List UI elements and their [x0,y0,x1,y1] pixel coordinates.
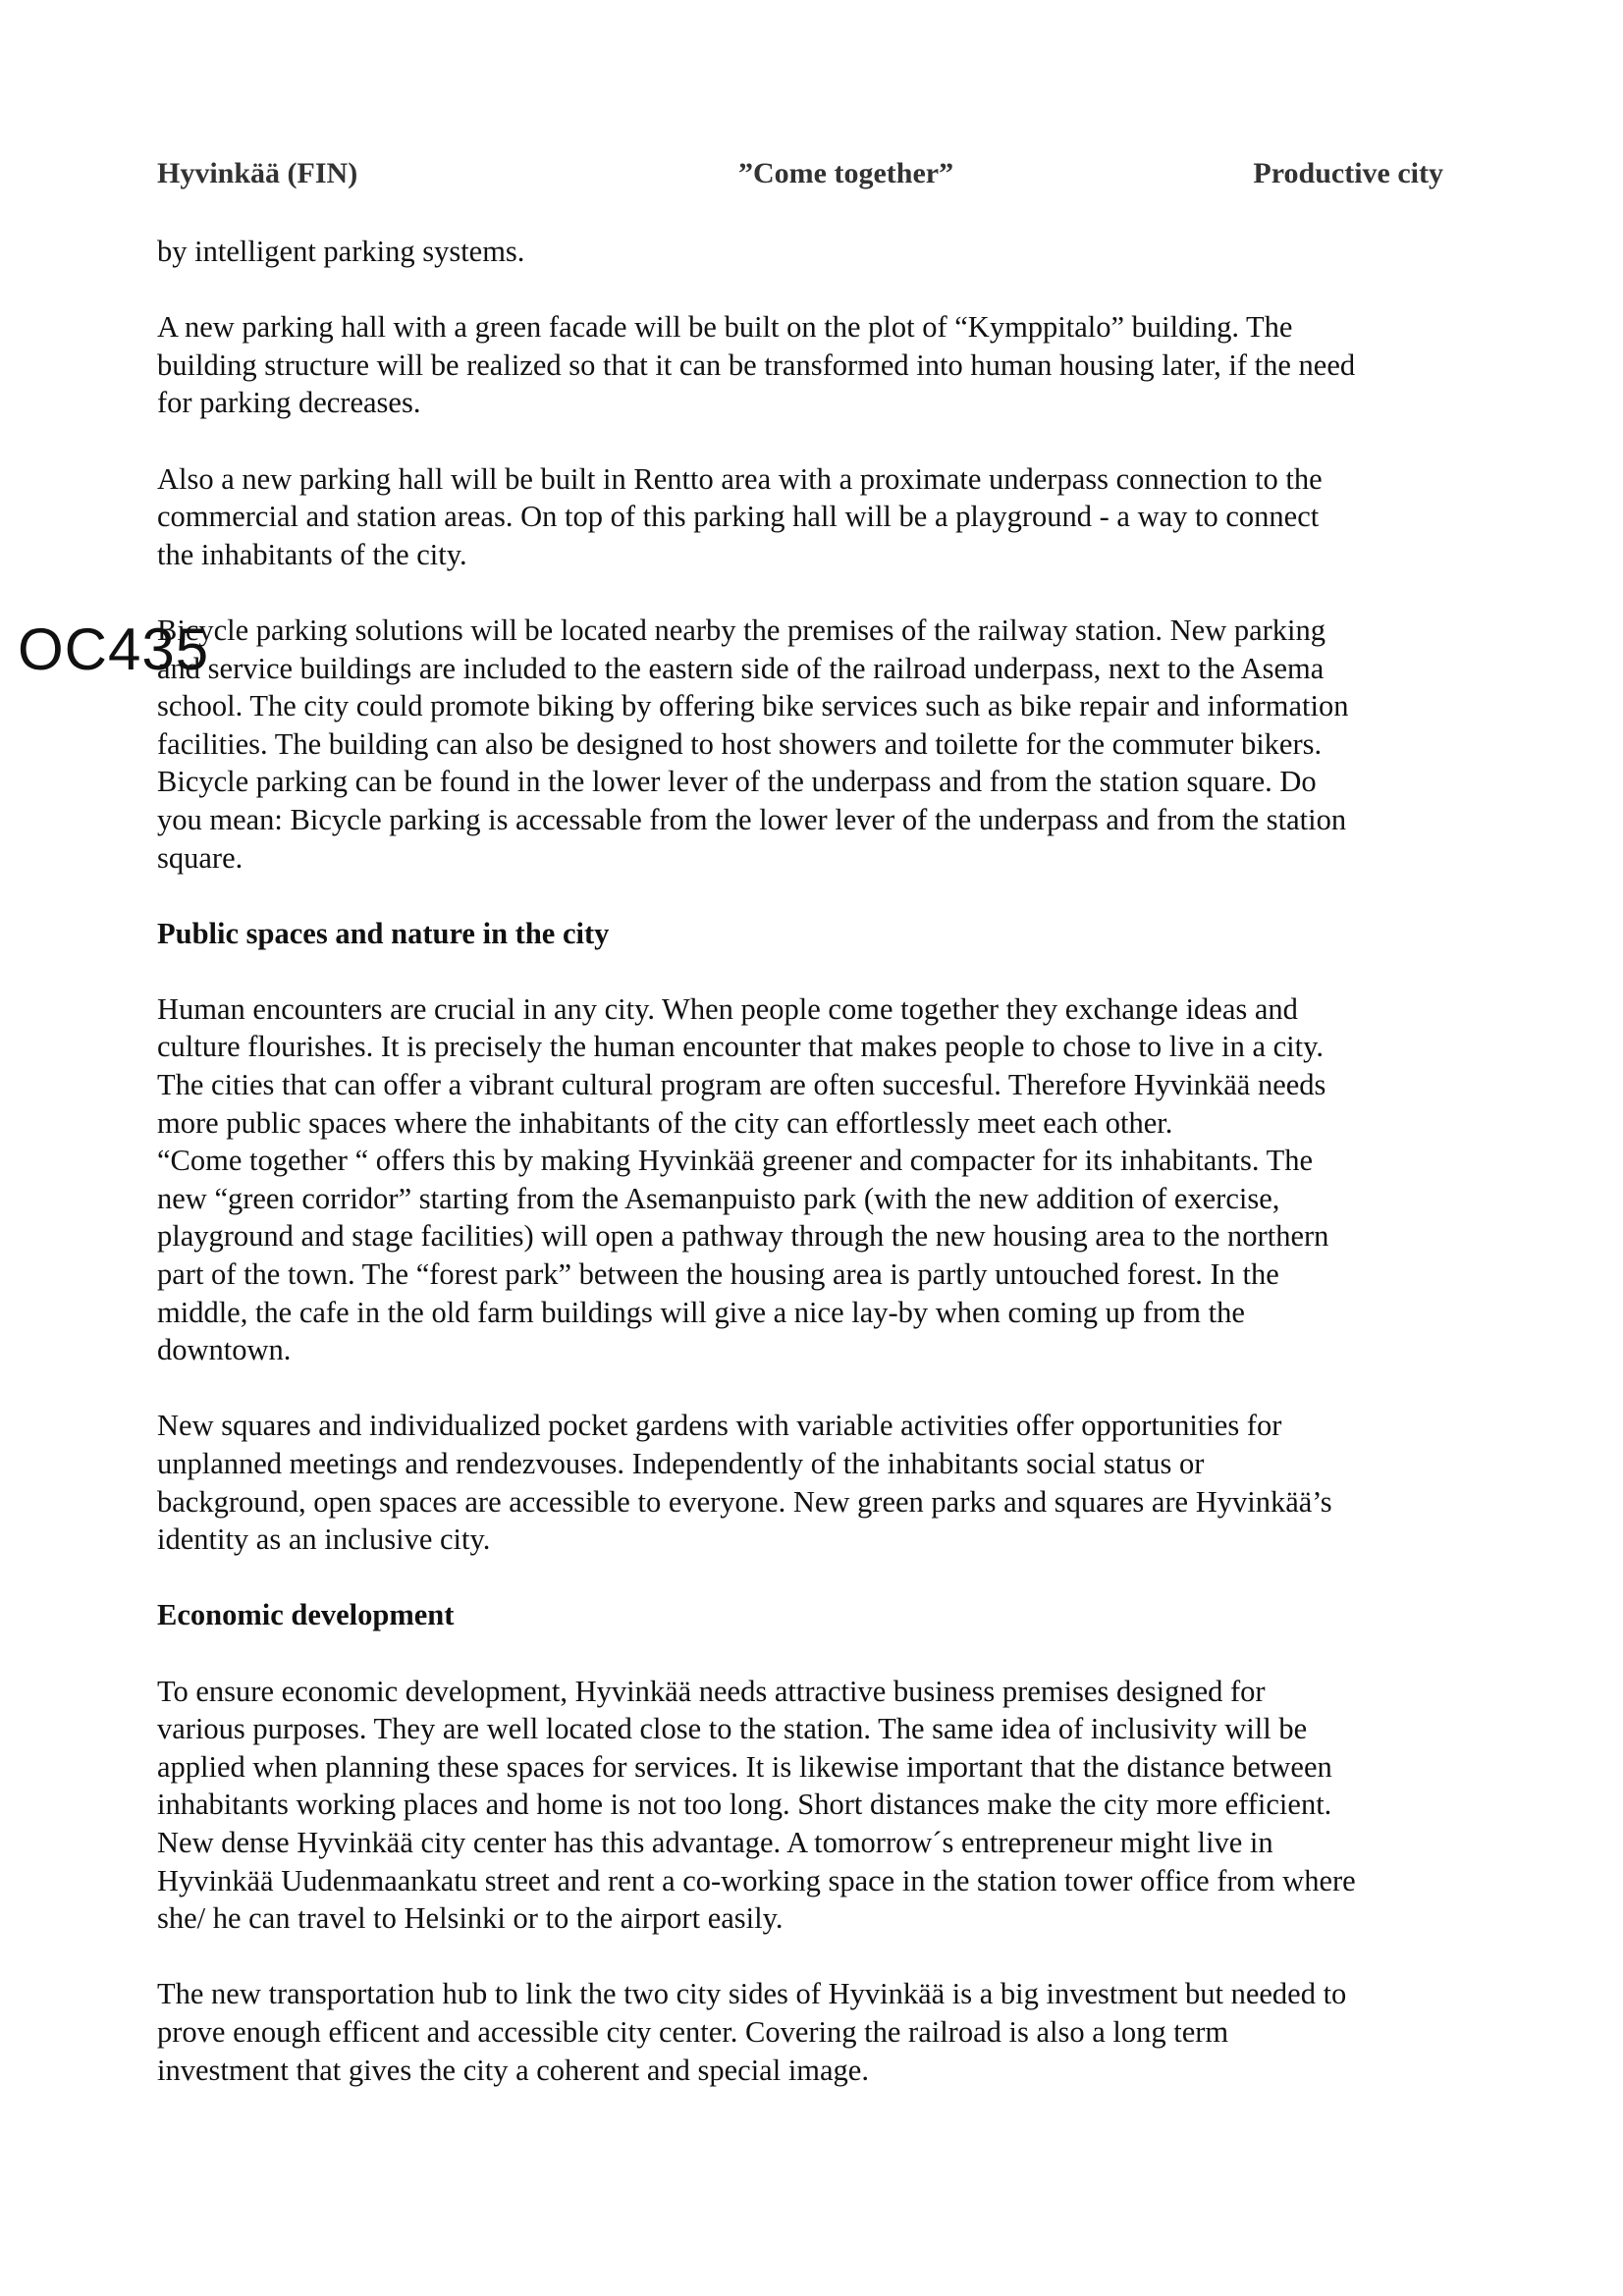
text-line: playground and stage facilities) will open a pathway through the new housing area to the northern [157,1219,1329,1254]
text-line: New squares and individualized pocket gardens with variable activities offer opportunities for [157,1409,1282,1443]
paragraph-transportation-hub [157,1975,1483,2089]
text-line: “Come together “ offers this by making Hyvinkää greener and compacter for its inhabitants. The [157,1144,1313,1178]
header-project-title: ”Come together” [738,157,954,189]
text-line: you mean: Bicycle parking is accessable from the lower lever of the underpass and from the station [157,802,1347,836]
paragraph-economic-development [157,1673,1483,1938]
paragraph-parking-intro [157,233,1483,271]
text-line: investment that gives the city a coherent and special image. [157,2053,869,2087]
text-line: The cities that can offer a vibrant cultural program are often succesful. Therefore Hyvinkää needs [157,1068,1326,1102]
text-line: prove enough efficent and accessible city center. Covering the railroad is also a long term [157,2014,1229,2049]
text-line: Human encounters are crucial in any city. When people come together they exchange ideas and [157,991,1298,1026]
text-line: applied when planning these spaces for services. It is likewise important that the distance between [157,1749,1332,1784]
text-line: commercial and station areas. On top of this parking hall will be a playground - a way to connect [157,500,1320,534]
text-line: Bicycle parking can be found in the lower lever of the underpass and from the station square. Do [157,765,1317,799]
text-line: square. [157,840,243,875]
text-line: she/ he can travel to Helsinki or to the airport easily. [157,1901,784,1936]
text-line: and service buildings are included to the eastern side of the railroad underpass, next to the Asema [157,651,1325,685]
section-heading-public-spaces: Public spaces and nature in the city [157,916,610,950]
page-header [157,157,1443,196]
text-line: inhabitants working places and home is not too long. Short distances make the city more efficient. [157,1788,1332,1822]
text-line: various purposes. They are well located close to the station. The same idea of inclusivity will be [157,1712,1308,1746]
paragraph-bicycle-parking [157,612,1483,877]
section-heading-economic: Economic development [157,1598,455,1632]
header-category: Productive city [1253,157,1443,189]
text-line: Hyvinkää Uudenmaankatu street and rent a co-working space in the station tower office from where [157,1863,1356,1897]
paragraph-human-encounters [157,990,1483,1142]
header-location: Hyvinkää (FIN) [157,157,358,189]
paragraph-squares-gardens [157,1407,1483,1558]
text-line: A new parking hall with a green facade will be built on the plot of “Kymppitalo” building. The [157,310,1293,345]
body-text [157,233,1483,2127]
text-line: the inhabitants of the city. [157,537,467,571]
text-line: for parking decreases. [157,386,421,420]
text-line: downtown. [157,1333,292,1367]
text-line: unplanned meetings and rendezvouses. Independently of the inhabitants social status or [157,1447,1205,1480]
text-line: part of the town. The “forest park” between the housing area is partly untouched forest. In the [157,1257,1279,1292]
text-line: more public spaces where the inhabitants of the city can effortlessly meet each other. [157,1105,1173,1140]
text-line: background, open spaces are accessible to everyone. New green parks and squares are Hyvinkää’s [157,1484,1332,1519]
text-line: culture flourishes. It is precisely the human encounter that makes people to chose to live in a city. [157,1030,1325,1064]
text-line: building structure will be realized so that it can be transformed into human housing later, if the need [157,347,1356,382]
text-line: facilities. The building can also be designed to host showers and toilette for the commuter bikers. [157,726,1323,761]
paragraph-parking-hall-rentto [157,460,1483,574]
text-line: by intelligent parking systems. [157,235,525,268]
text-line: school. The city could promote biking by offering bike services such as bike repair and information [157,689,1349,723]
text-line: identity as an inclusive city. [157,1522,491,1557]
text-line: The new transportation hub to link the two city sides of Hyvinkää is a big investment but needed to [157,1977,1347,2011]
text-line: new “green corridor” starting from the Asemanpuisto park (with the new addition of exercise, [157,1181,1280,1215]
paragraph-parking-hall-kymppitalo [157,308,1483,422]
text-line: New dense Hyvinkää city center has this advantage. A tomorrow´s entrepreneur might live in [157,1825,1273,1859]
paragraph-green-corridor [157,1142,1483,1369]
text-line: To ensure economic development, Hyvinkää needs attractive business premises designed for [157,1674,1266,1708]
text-line: Also a new parking hall will be built in Rentto area with a proximate underpass connection to the [157,461,1323,496]
entry-code-stamp: OC435 [18,616,210,682]
text-line: middle, the cafe in the old farm buildings will give a nice lay-by when coming up from the [157,1295,1245,1329]
text-line: Bicycle parking solutions will be located nearby the premises of the railway station. New parking [157,613,1326,647]
